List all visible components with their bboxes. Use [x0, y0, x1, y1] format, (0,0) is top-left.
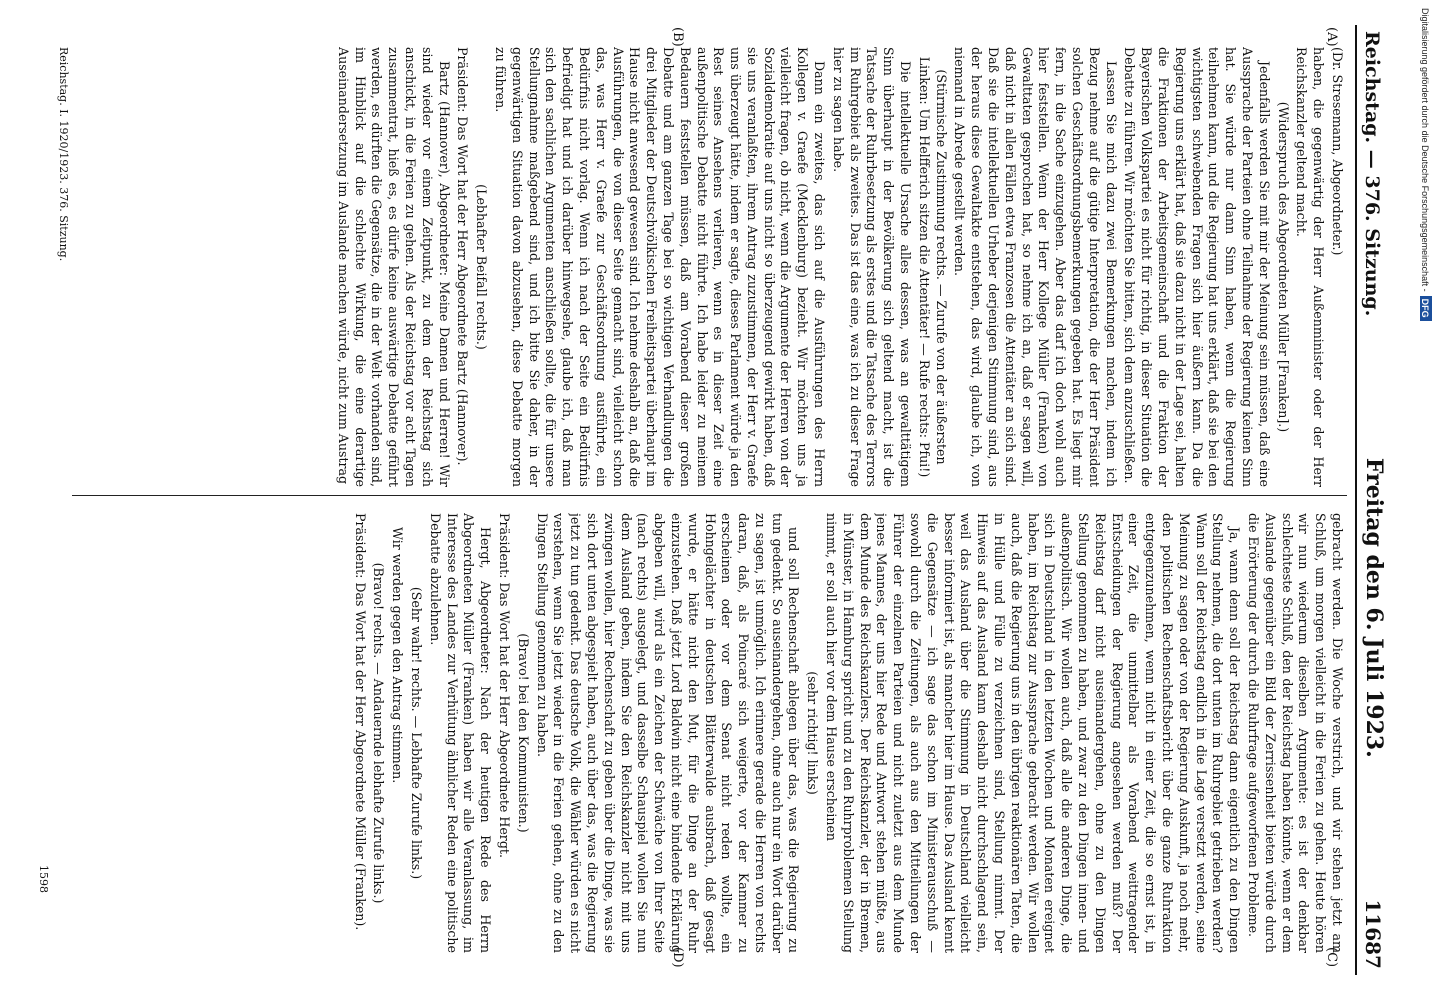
page: [25, 25, 1395, 975]
header-left: Reichstag. — 376. Sitzung.: [1361, 31, 1383, 317]
right-column-paragraph: gebracht werden. Die Woche verstrich, und wir stehen jetzt am Schluß, um morgen vielleicht in die Ferien zu gehen. Heute hören wir nun wiederum dieselben Argumente: es ist der denkbar schlechteste Schluß, den der Reichstag haben könnte, wenn er dem Auslande gegenüber ein Bild der Zerrissenheit bieten würde durch die Erörterung der durch die Ruhrfrage aufgeworfenen Probleme.: [1246, 513, 1345, 953]
digitization-credit: [1420, 8, 1434, 998]
left-column-paragraph: Dann ein zweites, das sich auf die Ausführungen des Herrn Kollegen v. Graefe (Mecklenburg) bezieht. Wir möchten uns ja vielleicht fragen, ob nicht, wenn die Argumente der Herren von der Sozialdemokratie auf uns nicht so überzeugend gewirkt haben, daß sie uns veranlaßten, ihrem Antrag zuzustimmen, der Herr v. Graefe uns überzeugt hätte, indem er sagte, dieses Parlament würde ja den Rest seines Ansehens verlieren, wenn es in dieser Zeit eine außenpolitische Debatte nicht führte. Ich habe leider zu meinem Bedauern feststellen müssen, daß am Vorabend dieser großen Debatte und am ganzen Tage bei so wichtigen Verhandlungen die drei Mitglieder der Deutschvölkischen Freiheitspartei überhaupt im Hause nicht anwesend gewesen sind. Ich nehme deshalb an, daß die Ausführungen, die von dieser Seite gemacht sind, vielleicht schon das, was Herr v. Graefe zur Geschäftsordnung ausführte, ein Bedürfnis nicht vorlag. Wenn ich nach der Seite ein Bedürfnis befriedigt hat und ich darüber hinwegsehe, glaube ich, daß man sich den sachlichen Argumenten anschließen sollte, die für unsere Stellungnahme maßgebend sind, und ich bitte Sie daher, in der gegenwärtigen Situation davon abzusehen, diese Debatte morgen zu führen.: [492, 47, 828, 487]
right-column-paragraph: Präsident: Das Wort hat der Herr Abgeordnete Hergt.: [496, 513, 512, 858]
column-divider: [72, 495, 1347, 496]
left-column: [75, 47, 1345, 487]
left-column-paragraph: (Dr. Stresemann, Abgeordneter.): [1330, 47, 1345, 256]
left-column-paragraph: Lassen Sie mich dazu zwei Bemerkungen machen, indem ich Bezug nehme auf die gütige Interpretation, die der Herr Präsident solchen Geschäftsordnungsbemerkungen gegeben hat. Es liegt mir fern, in die Sache einzugehen. Aber das darf ich doch wohl auch hier feststellen. Wenn der Herr Kollege Müller (Franken) von Gewalttaten gesprochen hat, so nehme ich an, daß er sagen will, daß nicht in allen Fällen etwa Franzosen die Attentäter an sich sind. Daß sie die intellektuellen Urheber derjenigen Stimmung sind, aus der heraus diese Gewaltakte entstehen, das wird, glaube ich, von niemand in Abrede gestellt werden.: [952, 47, 1119, 487]
scan-number: 1598: [37, 865, 50, 893]
credit-line: [1420, 8, 1432, 998]
margin-letter-d: (D): [670, 947, 685, 968]
right-column-paragraph: Ja, wann denn soll der Reichstag dann eigentlich zu den Dingen Stellung nehmen, die dort unten im Ruhrgebiet getrieben werden? Wann soll der Reichstag endlich in die Lage versetzt werden, seine Meinung zu sagen oder von der Regierung Auskunft, ja noch mehr, den politischen Rechenschaftsbericht über die ganze Ruhraktion entgegenzunehmen, wenn nicht in einer Zeit, die so ernst ist, in einer Zeit, die unmittelbar als Vorabend weittragender Entscheidungen der Regierung angesehen werden muß? Der Reichstag darf nicht auseinandergehen, ohne zu den Dingen Stellung genommen zu haben, und zwar zu den Dingen innen- und außenpolitisch. Wir wollen auch, daß alle die anderen Dinge, die sich in Deutschland in den letzten Wochen und Monaten ereignet haben, im Reichstag zur Aussprache gebracht werden. Wir wollen auch, daß die Regierung uns in den übrigen reaktionären Taten, die in Hülle und Fülle zu verzeichnen sind, Stellung nimmt. Der Hinweis auf das Ausland kann deshalb nicht durchschlagend sein, weil das Ausland über die Stimmung in Deutschland vielleicht besser informiert ist, als mancher hier im Hause. Das Ausland kennt die Gegensätze — ich sage das schon im Ministerausschuß — sowohl durch die Zeitungen, als auch aus den Mitteilungen der Führer der einzelnen Parteien und nicht zuletzt aus dem Munde jenes Mannes, der uns hier Rede und Antwort stehen müßte, aus dem Munde des Reichskanzlers. Der Reichskanzler, der in Bremen, in Münster, in Hamburg spricht und zu den Ruhrproblemen Stellung nimmt, er soll auch hier vor dem Hause erscheinen: [824, 513, 1243, 953]
right-column-paragraph: Wir werden gegen den Antrag stimmen.: [390, 527, 406, 784]
running-header: [1355, 25, 1395, 975]
right-column-paragraph: (sehr richtig! links): [805, 671, 821, 795]
credit-text: Digitalisierung gefördert durch die Deutsche Forschungsgemeinschaft -: [1420, 8, 1430, 292]
page-footer: Reichstag. I. 1920/1923. 376. Sitzung.: [57, 47, 70, 262]
page-number: 11687: [1361, 899, 1385, 969]
right-column-paragraph: und soll Rechenschaft ablegen über das, was die Regierung zu tun gedenkt. So auseinandergehen, ohne auch nur ein Wort darüber zu sagen, ist unmöglich. Ich erinnere gerade die Herren von rechts daran, daß, als Poincaré sich weigerte, vor der Kammer zu erscheinen oder vor dem Senat nicht reden wollte, ein Hohngelächter in deutschen Blätterwalde ausbrach, daß gesagt wurde, er hätte nicht den Mut, für die Dinge an der Ruhr einzustehen. Daß jetzt Lord Baldwin nicht eine bindende Erklärung abgeben will, wird als ein Zeichen der Schwäche von Ihrer Seite (nach rechts) ausgelegt, und dasselbe Schauspiel wollen Sie nun dem Ausland geben, indem Sie den Reichskanzler nicht mit uns zwingen wollen, hier Rechenschaft zu geben über die Dinge, was sie sich dort unten abgespielt haben, auch über das, was die Regierung jetzt zu tun gedenkt. Das deutsche Volk, die Wähler würden es nicht verstehen, wenn Sie jetzt wieder in die Ferien gehen, ohne zu den Dingen Stellung genommen zu haben.: [534, 513, 802, 953]
right-column-paragraph: Hergt, Abgeordneter: Nach der heutigen Rede des Herrn Abgeordneten Müller (Franken) haben wir alle Veranlassung, im Interesse des Landes zur Verhütung ähnlicher Reden eine politische Debatte abzulehnen.: [427, 513, 494, 953]
left-column-paragraph: Bartz (Hannover), Abgeordneter: Meine Damen und Herren! Wir sind wieder vor einem Zeitpunkt, zu dem der Reichstag sich anschickt, in die Ferien zu gehen. Als der Reichstag vor acht Tagen zusammentrat, hieß es, es dürfe keine auswärtige Debatte geführt werden, es dürften die Gegensätze, die in der Welt vorhanden sind, im Hinblick auf die schlechte Wirkung, die eine derartige Auseinandersetzung im Auslande machen würde, nicht zum Austrag: [335, 47, 452, 487]
left-column-paragraph: Jedenfalls werden Sie mit mir der Meinung sein müssen, daß eine Aussprache der Parteien ohne Teilnahme der Regierung keinen Sinn hat. Sie würde nur dann Sinn haben, wenn die Regierung teilnehmen kann, und die Regierung hat uns erklärt, daß sie bei den wichtigsten schwebenden Fragen sich hier äußern kann. Da die Regierung uns erklärt hat, daß sie dazu nicht in der Lage sei, halten die Fraktionen der Arbeitsgemeinschaft und die Fraktion der Bayerischen Volkspartei es nicht für richtig, in dieser Situation die Debatte zu führen. Wir möchten Sie bitten, sich dem anzuschließen.: [1122, 47, 1272, 487]
header-center: Freitag den 6. Juli 1923.: [1361, 457, 1387, 758]
left-column-paragraph: (Widerspruch des Abgeordneten Müller [Franken].): [1275, 101, 1291, 433]
right-column-paragraph: Präsident: Das Wort hat der Herr Abgeordnete Müller (Franken).: [352, 513, 368, 931]
left-column-paragraph: Präsident: Das Wort hat der Herr Abgeordnete Bartz (Hannover).: [455, 47, 471, 466]
right-column-paragraph: (Sehr wahr! rechts. — Lebhafte Zurufe links.): [408, 586, 424, 880]
margin-letter-b: (B): [670, 27, 685, 47]
left-column-paragraph: haben, die gegenwärtig der Herr Außenminister oder der Herr Reichskanzler geltend macht.: [1294, 47, 1327, 487]
margin-letter-c: (C): [1324, 947, 1339, 968]
left-column-paragraph: Die intellektuelle Ursache alles dessen, was an gewalttätigem Sinn überhaupt in der Bevölkerung sich geltend macht, ist die Tatsache der Ruhrbesetzung als erstes und die Tatsache des Terrors im Ruhrgebiet als zweites. Das ist das eine, was ich zu dieser Frage hier zu sagen habe.: [830, 47, 914, 487]
right-column-paragraph: (Bravo! bei den Kommunisten.): [515, 633, 531, 833]
right-column: [75, 513, 1345, 953]
left-column-paragraph: (Stürmische Zustimmung rechts. — Zurufe von der äußersten Linken: Um Helfferich sitzen die Attentäter! — Rufe rechts: Pfui!): [916, 56, 949, 478]
margin-letter-a: (A): [1324, 27, 1339, 47]
rotated-page-scan: [25, 25, 1395, 975]
dfg-logo: DFG: [1420, 296, 1432, 321]
right-column-paragraph: (Bravo! rechts. — Andauernde lebhafte Zurufe links.): [371, 562, 387, 904]
left-column-paragraph: (Lebhafter Beifall rechts.): [474, 184, 490, 350]
